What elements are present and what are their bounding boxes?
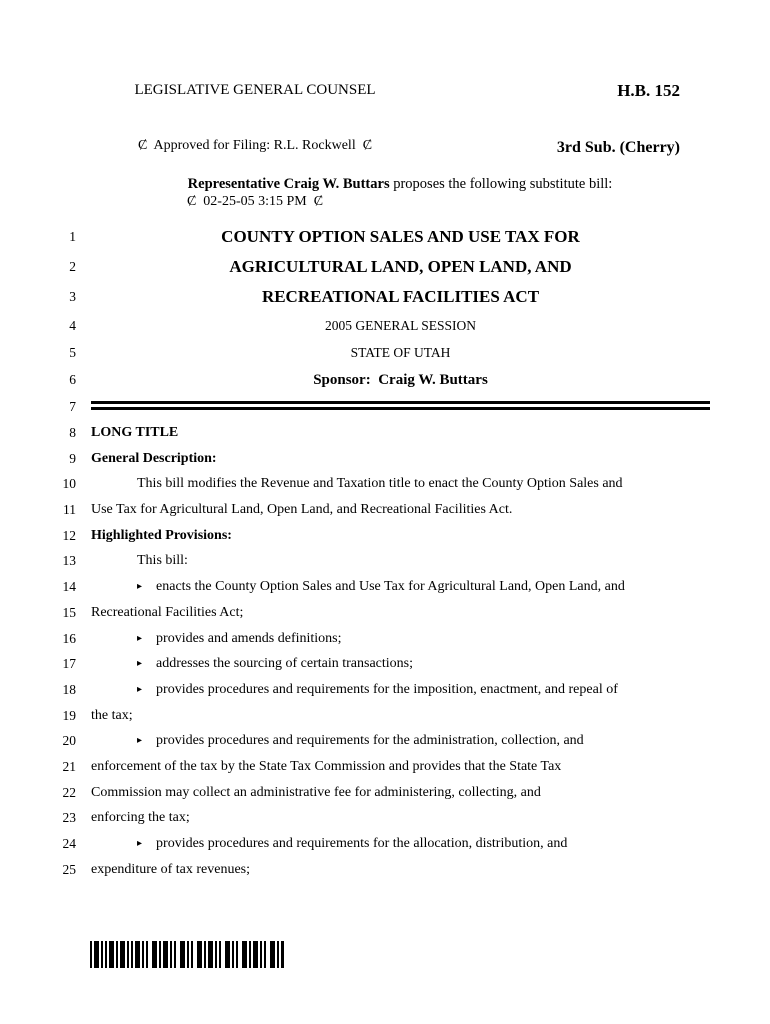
general-description-heading: General Description: [91, 450, 217, 466]
bill-line [40, 831, 710, 857]
bullet-icon: ▸ [137, 658, 143, 670]
body-text: provides procedures and requirements for the administration, collection, and [156, 733, 584, 749]
bill-line [40, 523, 710, 549]
body-text: expenditure of tax revenues; [91, 861, 250, 877]
bill-title-line-3: RECREATIONAL FACILITIES ACT [261, 287, 540, 306]
bullet-icon: ▸ [137, 838, 143, 849]
provision-item [91, 831, 710, 857]
provision-item [91, 574, 710, 600]
long-title-heading: LONG TITLE [91, 425, 179, 440]
line-number: 17 [62, 656, 76, 672]
body-text: provides procedures and requirements for the imposition, enactment, and repeal of [156, 681, 618, 697]
bill-title-line-2: AGRICULTURAL LAND, OPEN LAND, AND [229, 257, 572, 276]
body-text: enacts the County Option Sales and Use Tax for Agricultural Land, Open Land, and [156, 579, 625, 595]
bill-line [40, 394, 710, 420]
bill-line [40, 651, 710, 677]
highlighted-provisions-heading: Highlighted Provisions: [91, 527, 232, 543]
line-number: 12 [62, 527, 76, 543]
line-number: 6 [69, 372, 76, 387]
provision-item [91, 651, 710, 677]
line-number: 10 [62, 476, 76, 492]
bill-line [40, 446, 710, 472]
line-number: 5 [69, 345, 76, 360]
provision-item [91, 626, 710, 652]
approval-line: Ȼ Approved for Filing: R.L. Rockwell Ȼ [137, 138, 373, 153]
bill-number: H.B. 152 [617, 81, 680, 100]
bill-line [40, 626, 710, 652]
header [90, 44, 680, 248]
bill-line [40, 366, 710, 394]
bill-line [40, 339, 710, 366]
bill-line [40, 497, 710, 523]
office-title: LEGISLATIVE GENERAL COUNSEL [134, 82, 376, 98]
line-number: 2 [69, 259, 76, 274]
proposal-line [90, 176, 710, 193]
line-number: 13 [62, 553, 76, 569]
line-number: 15 [62, 604, 76, 620]
body-text: enforcing the tax; [91, 810, 190, 826]
line-number: 1 [69, 229, 76, 244]
line-number: 7 [69, 399, 76, 414]
double-rule [91, 401, 710, 410]
bullet-icon: ▸ [137, 632, 143, 644]
counsel-block [90, 44, 420, 248]
body-text: Recreational Facilities Act; [91, 604, 244, 620]
bullet-icon: ▸ [137, 735, 143, 747]
bill-line [40, 805, 710, 831]
session-line: 2005 GENERAL SESSION [324, 318, 476, 333]
barcode [90, 941, 284, 968]
body-text: provides procedures and requirements for the allocation, distribution, and [156, 836, 568, 851]
bill-id-block [557, 44, 680, 194]
sponsor-line: Sponsor: Craig W. Buttars [313, 372, 488, 388]
body-text: the tax; [91, 707, 133, 723]
bullet-icon: ▸ [137, 581, 143, 593]
line-number: 24 [62, 836, 76, 851]
line-number: 21 [62, 758, 76, 774]
body-text: This bill: [137, 553, 188, 569]
bill-line [40, 857, 710, 883]
line-number: 19 [62, 707, 76, 723]
filing-datetime: Ȼ 02-25-05 3:15 PM Ȼ [186, 194, 324, 209]
state-line: STATE OF UTAH [350, 345, 451, 360]
bill-line [40, 728, 710, 754]
body-text: enforcement of the tax by the State Tax Commission and provides that the State Tax [91, 758, 562, 774]
bill-line [40, 754, 710, 780]
line-number: 3 [69, 289, 76, 304]
numbered-lines [40, 222, 710, 882]
bill-line [40, 780, 710, 806]
bill-line [40, 600, 710, 626]
bill-line [40, 282, 710, 312]
line-number: 4 [69, 318, 76, 333]
bill-line [40, 574, 710, 600]
bill-line [40, 703, 710, 729]
line-number: 22 [62, 784, 76, 800]
proposing-representative: Representative Craig W. Buttars [187, 176, 390, 192]
body-text: Use Tax for Agricultural Land, Open Land, and Recreational Facilities Act. [91, 502, 513, 518]
substitute-label: 3rd Sub. (Cherry) [556, 139, 680, 156]
body-text: Commission may collect an administrative fee for administering, collecting, and [91, 784, 541, 800]
body-text: addresses the sourcing of certain transactions; [156, 656, 414, 672]
proposal-text: proposes the following substitute bill: [389, 176, 613, 192]
provision-item [91, 728, 710, 754]
bill-line [40, 252, 710, 282]
bill-line [40, 548, 710, 574]
body-text: This bill modifies the Revenue and Taxation title to enact the County Option Sales and [137, 476, 623, 492]
line-number: 16 [62, 630, 76, 646]
bill-line [40, 420, 710, 446]
line-number: 9 [69, 450, 76, 466]
bill-line [40, 471, 710, 497]
provision-item [91, 677, 710, 703]
line-number: 18 [62, 681, 76, 697]
line-number: 23 [62, 810, 76, 826]
body-text: provides and amends definitions; [156, 630, 342, 646]
bill-line [40, 222, 710, 252]
line-number: 20 [62, 733, 76, 749]
line-number: 14 [62, 579, 76, 595]
line-number: 8 [69, 425, 76, 440]
line-number: 25 [62, 861, 76, 877]
bullet-icon: ▸ [137, 683, 143, 695]
bill-line [40, 312, 710, 339]
bill-line [40, 677, 710, 703]
line-number: 11 [63, 502, 76, 518]
bill-title-line-1: COUNTY OPTION SALES AND USE TAX FOR [221, 227, 580, 246]
